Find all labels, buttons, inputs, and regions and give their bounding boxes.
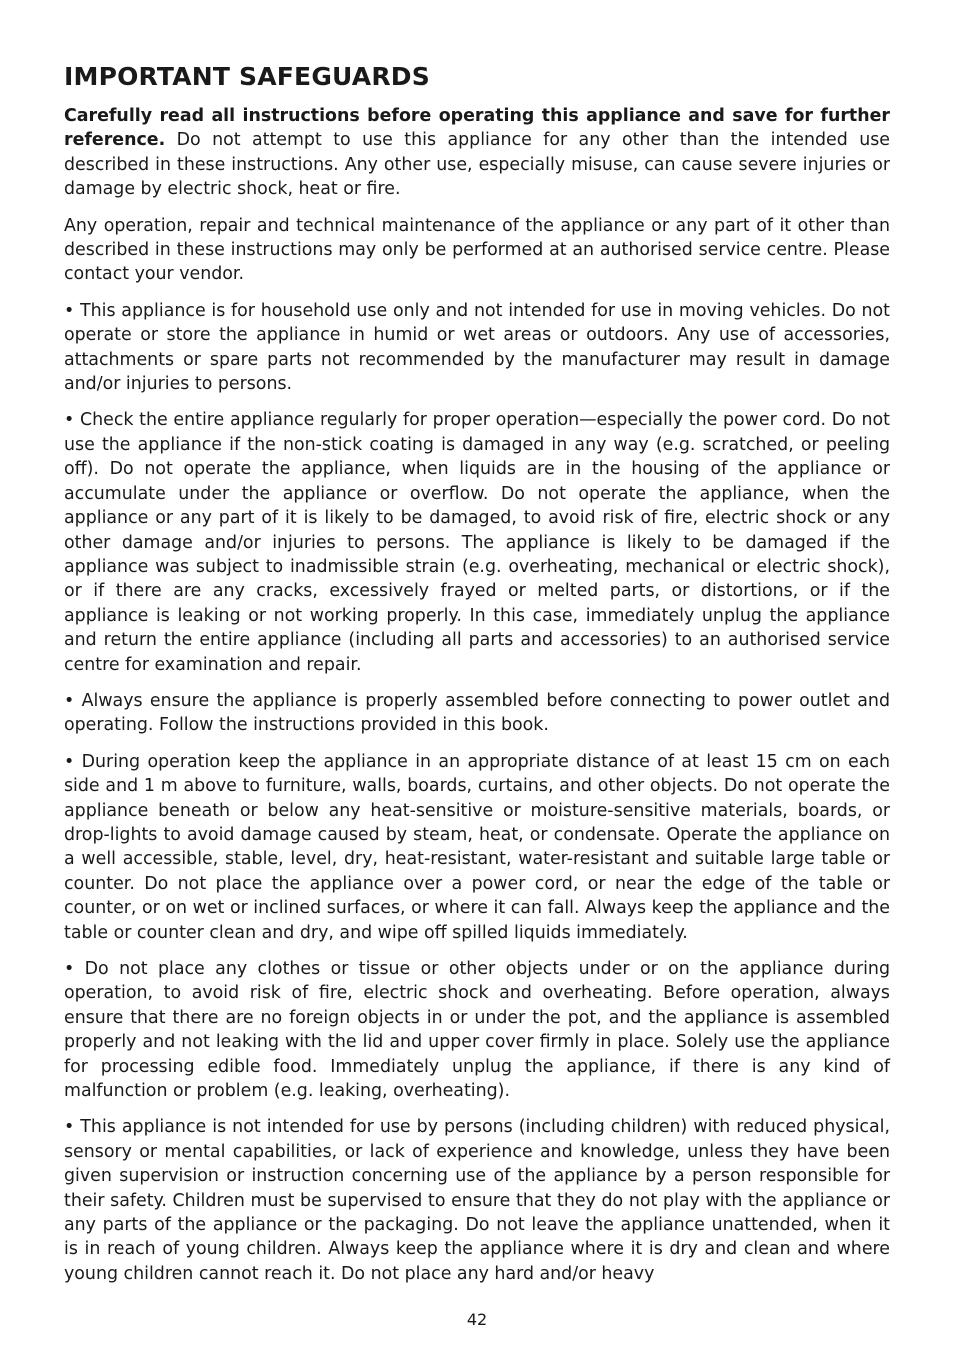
page-title: IMPORTANT SAFEGUARDS <box>64 62 430 91</box>
bullet-check-appliance: • Check the entire appliance regularly for proper operation—especially the power cord. Do not use the appliance if the non-stick coating is damaged in any way (e.g. scratched, or peeling off). Do not operate the appliance, when liquids are in the housing of the appliance or accumulate under the appliance or overflow. Do not operate the appliance, when the appliance or any part of it is likely to be damaged, to avoid risk of fire, electric shock or any other damage and/or injuries to persons. The appliance is likely to be damaged if the appliance was subject to inadmissible strain (e.g. overheating, mechanical or electric shock), or if there are any cracks, excessively frayed or melted parts, or distortions, or if the appliance is leaking or not working properly. In this case, immediately unplug the appliance and return the entire appliance (including all parts and accessories) to an authorised service centre for examination and repair. <box>64 410 890 675</box>
intro-lead: Carefully read all instructions before operating this appliance and save for further reference. <box>64 106 890 151</box>
bullet-assembly: • Always ensure the appliance is properly assembled before connecting to power outlet and operating. Follow the instructions provided in this book. <box>64 690 890 736</box>
bullet-distance: • During operation keep the appliance in an appropriate distance of at least 15 cm on each side and 1 m above to furniture, walls, boards, curtains, and other objects. Do not operate the appliance beneath or below any heat-sensitive or moisture-sensitive materials, boards, or drop-lights to avoid damage caused by steam, heat, or condensate. Operate the appliance on a well accessible, stable, level, dry, heat-resistant, water-resistant and suitable large table or counter. Do not place the appliance over a power cord, or near the edge of the table or counter, or on wet or inclined surfaces, or where it can fall. Always keep the appliance and the table or counter clean and dry, and wipe off spilled liquids immediately. <box>64 751 890 943</box>
bullet-persons: • This appliance is not intended for use by persons (including children) with reduced physical, sensory or mental capabilities, or lack of experience and knowledge, unless they have been given supervision or instruction concerning use of the appliance by a person responsible for their safety. Children must be supervised to ensure that they do not play with the appliance or any parts of the appliance or the packaging. Do not leave the appliance unattended, when it is in reach of young children. Always keep the appliance where it is dry and clean and where young children cannot reach it. Do not place any hard and/or heavy <box>64 1117 890 1284</box>
document-page <box>64 60 890 1298</box>
intro-paragraph <box>64 104 890 202</box>
page-number: 42 <box>466 1310 488 1329</box>
paragraph-service: Any operation, repair and technical maintenance of the appliance or any part of it other than described in these instructions may only be performed at an authorised service centre. Please contact your vendor. <box>64 215 890 285</box>
intro-text: Do not attempt to use this appliance for any other than the intended use described in these instructions. Any other use, especially misuse, can cause severe injuries or damage by electric shock, heat or fire. <box>64 130 890 200</box>
bullet-household-use: • This appliance is for household use only and not intended for use in moving vehicles. Do not operate or store the appliance in humid or wet areas or outdoors. Any use of accessories, attachments or spare parts not recommended by the manufacturer may result in damage and/or injuries to persons. <box>64 300 890 395</box>
bullet-objects: • Do not place any clothes or tissue or other objects under or on the appliance during operation, to avoid risk of fire, electric shock and overheating. Before operation, always ensure that there are no foreign objects in or under the pot, and the appliance is assembled properly and not leaking with the lid and upper cover firmly in place. Solely use the appliance for processing edible food. Immediately unplug the appliance, if there is any kind of malfunction or problem (e.g. leaking, overheating). <box>64 959 890 1102</box>
